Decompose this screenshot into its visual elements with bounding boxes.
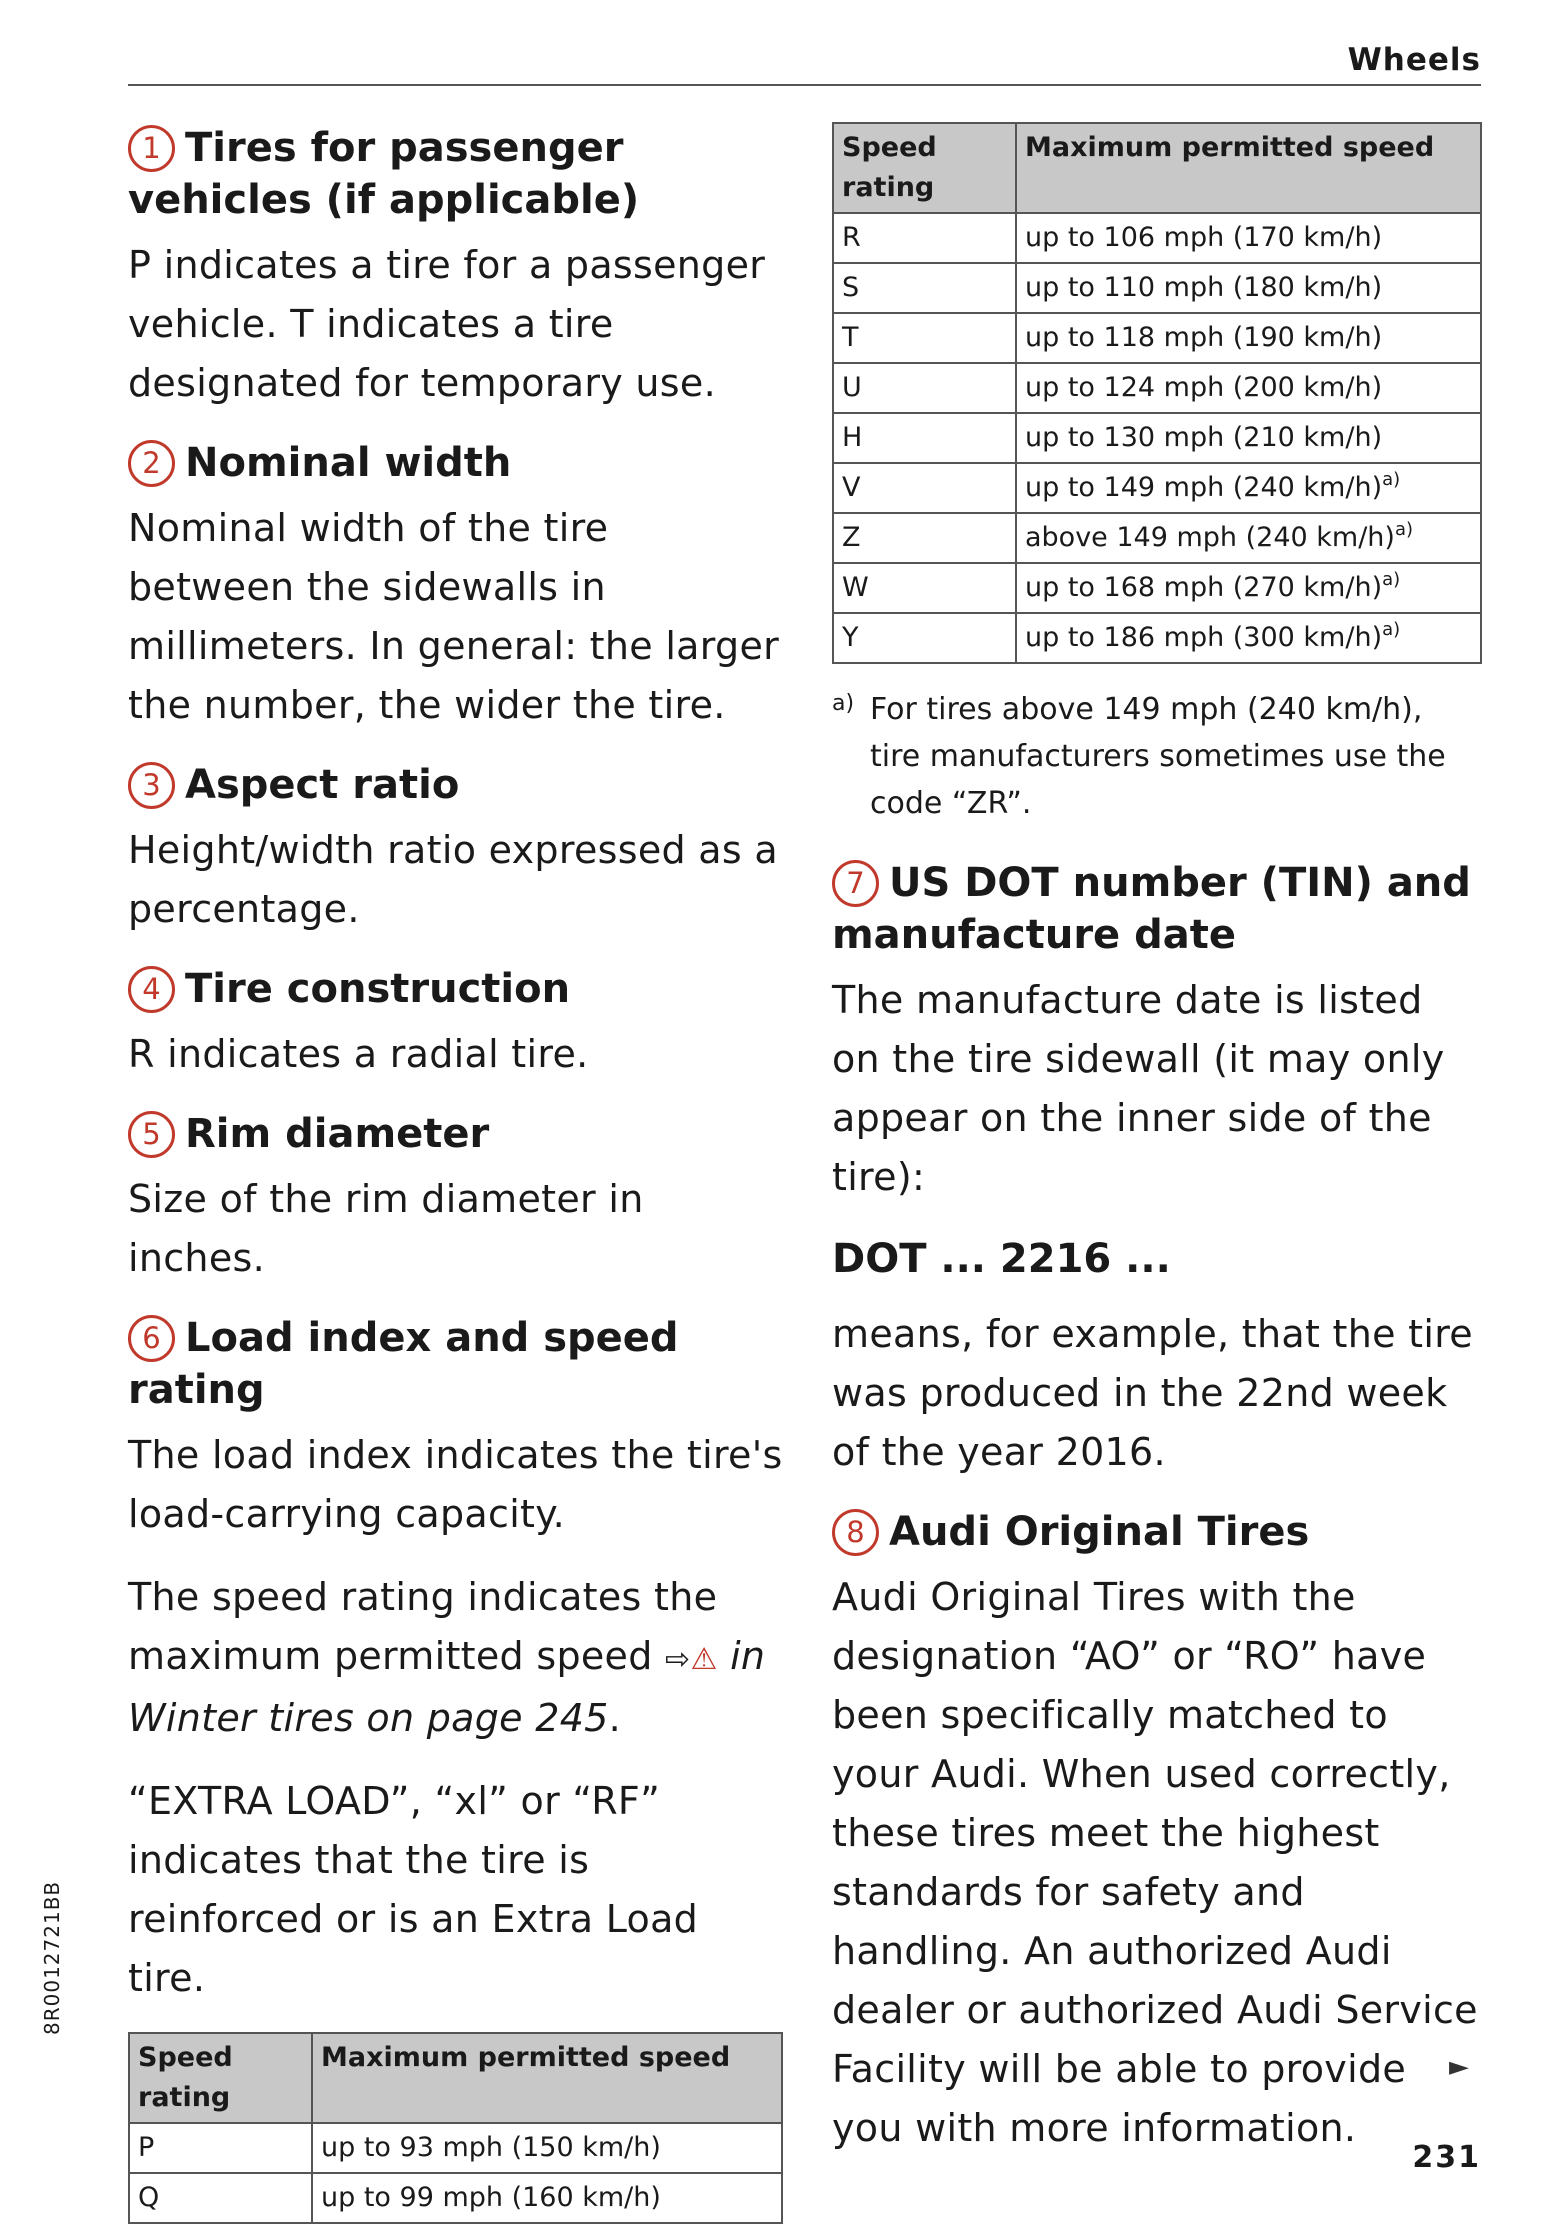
header-rule — [128, 84, 1481, 86]
table-row — [833, 213, 1481, 263]
section-title-1: Tires for passenger vehicles (if applicable) — [128, 125, 640, 223]
rating-cell: W — [833, 563, 1016, 613]
document-code: 8R0012721BB — [40, 1880, 64, 2035]
rating-cell: Y — [833, 613, 1016, 663]
table-row — [833, 563, 1481, 613]
header-max-speed: Maximum permitted speed — [312, 2033, 782, 2123]
header-max-speed: Maximum permitted speed — [1016, 123, 1481, 213]
speed-cell: up to 130 mph (210 km/h) — [1016, 413, 1481, 463]
section-heading-2 — [128, 437, 783, 489]
callout-number-5: 5 — [128, 1111, 175, 1158]
callout-number-1: 1 — [128, 125, 175, 172]
speed-cell: up to 124 mph (200 km/h) — [1016, 363, 1481, 413]
speed-cell: up to 168 mph (270 km/h)$^{a)}$ — [1016, 563, 1481, 613]
section-text-5: Size of the rim diameter in inches. — [128, 1177, 644, 1280]
section-heading-5 — [128, 1108, 783, 1160]
section-text-4: R indicates a radial tire. — [128, 1032, 589, 1076]
section-title-2: Nominal width — [185, 440, 512, 486]
footnote-ref: a) — [1394, 519, 1414, 540]
table-row — [833, 463, 1481, 513]
section-heading-4 — [128, 963, 783, 1015]
cross-reference-arrow-icon: ⇨ — [665, 1642, 691, 1677]
table-row — [833, 363, 1481, 413]
table-row — [833, 313, 1481, 363]
section-title-7: US DOT number (TIN) and manufacture date — [832, 860, 1471, 958]
section-title-5: Rim diameter — [185, 1111, 490, 1157]
section-title-8: Audi Original Tires — [889, 1509, 1310, 1555]
dot-code-example: DOT ... 2216 ... — [832, 1236, 1171, 1282]
continue-arrow-icon: ► — [1449, 2052, 1469, 2082]
left-column — [128, 122, 783, 2224]
speed-rating-table-left — [128, 2032, 783, 2224]
section-title-6: Load index and speed rating — [128, 1315, 679, 1413]
speed-cell: up to 106 mph (170 km/h) — [1016, 213, 1481, 263]
footnote-mark: a) — [832, 691, 855, 716]
section-title-4: Tire construction — [185, 966, 571, 1012]
section-text-8: Audi Original Tires with the designation “AO” or “RO” have been specifically matched to your Audi. When used correctly, these tires meet the highest standards for safety and handling. An authorized Audi dealer or authorized Audi Service Facility will be able to provide you with more information. — [832, 1575, 1478, 2150]
right-column — [832, 122, 1482, 2182]
section-heading-3 — [128, 759, 783, 811]
callout-number-6: 6 — [128, 1315, 175, 1362]
section-heading-6 — [128, 1312, 783, 1416]
rating-cell: P — [129, 2123, 312, 2173]
section-heading-1 — [128, 122, 783, 226]
footnote-ref: a) — [1382, 469, 1401, 490]
section-text-7a: The manufacture date is listed on the tire sidewall (it may only appear on the inner side of the tire): — [832, 978, 1445, 1199]
section-heading-7 — [832, 857, 1482, 961]
callout-number-4: 4 — [128, 966, 175, 1013]
callout-number-8: 8 — [832, 1509, 879, 1556]
rating-cell: R — [833, 213, 1016, 263]
table-row — [833, 263, 1481, 313]
speed-cell: up to 93 mph (150 km/h) — [312, 2123, 782, 2173]
rating-cell: T — [833, 313, 1016, 363]
footnote-ref: a) — [1382, 569, 1401, 590]
table-header-row — [129, 2033, 782, 2123]
table-row — [129, 2123, 782, 2173]
section-text-6a: The load index indicates the tire's load-carrying capacity. — [128, 1433, 783, 1536]
rating-cell: V — [833, 463, 1016, 513]
speed-rating-text: The speed rating indicates the maximum permitted speed — [128, 1575, 718, 1678]
table-row — [833, 413, 1481, 463]
speed-cell: up to 186 mph (300 km/h)$^{a)}$ — [1016, 613, 1481, 663]
speed-cell: up to 110 mph (180 km/h) — [1016, 263, 1481, 313]
cross-reference-link[interactable]: in Winter tires on page 245 — [128, 1634, 766, 1740]
section-heading-8 — [832, 1506, 1482, 1558]
rating-cell: H — [833, 413, 1016, 463]
table-header-row — [833, 123, 1481, 213]
warning-triangle-icon: ⚠ — [690, 1642, 718, 1677]
table-row — [833, 513, 1481, 563]
header-speed-rating: Speed rating — [129, 2033, 312, 2123]
section-text-3: Height/width ratio expressed as a percentage. — [128, 828, 778, 931]
table-row — [833, 613, 1481, 663]
sentence-end: . — [608, 1696, 622, 1740]
rating-cell: S — [833, 263, 1016, 313]
callout-number-3: 3 — [128, 762, 175, 809]
page-number: 231 — [1412, 2140, 1481, 2175]
section-title-3: Aspect ratio — [185, 762, 460, 808]
callout-number-7: 7 — [832, 860, 879, 907]
footnote-text: For tires above 149 mph (240 km/h), tire manufacturers sometimes use the code “ZR”. — [870, 692, 1446, 821]
rating-cell: Q — [129, 2173, 312, 2223]
rating-cell: Z — [833, 513, 1016, 563]
footnote-ref: a) — [1382, 619, 1401, 640]
speed-cell: up to 149 mph (240 km/h)$^{a)}$ — [1016, 463, 1481, 513]
page-header-title: Wheels — [1347, 42, 1481, 78]
section-text-1: P indicates a tire for a passenger vehicle. T indicates a tire designated for temporary use. — [128, 243, 766, 405]
speed-cell: up to 118 mph (190 km/h) — [1016, 313, 1481, 363]
speed-cell: up to 99 mph (160 km/h) — [312, 2173, 782, 2223]
callout-number-2: 2 — [128, 440, 175, 487]
section-text-6b — [128, 1568, 783, 1748]
section-text-6c: “EXTRA LOAD”, “xl” or “RF” indicates that the tire is reinforced or is an Extra Load tire. — [128, 1779, 699, 2000]
speed-cell: above 149 mph (240 km/h)$^{a)}$ — [1016, 513, 1481, 563]
header-speed-rating: Speed rating — [833, 123, 1016, 213]
table-footnote — [832, 686, 1482, 827]
rating-cell: U — [833, 363, 1016, 413]
section-text-7b: means, for example, that the tire was produced in the 22nd week of the year 2016. — [832, 1312, 1473, 1474]
section-text-2: Nominal width of the tire between the sidewalls in millimeters. In general: the larger the number, the wider the tire. — [128, 506, 780, 727]
table-row — [129, 2173, 782, 2223]
speed-rating-table-right — [832, 122, 1482, 664]
